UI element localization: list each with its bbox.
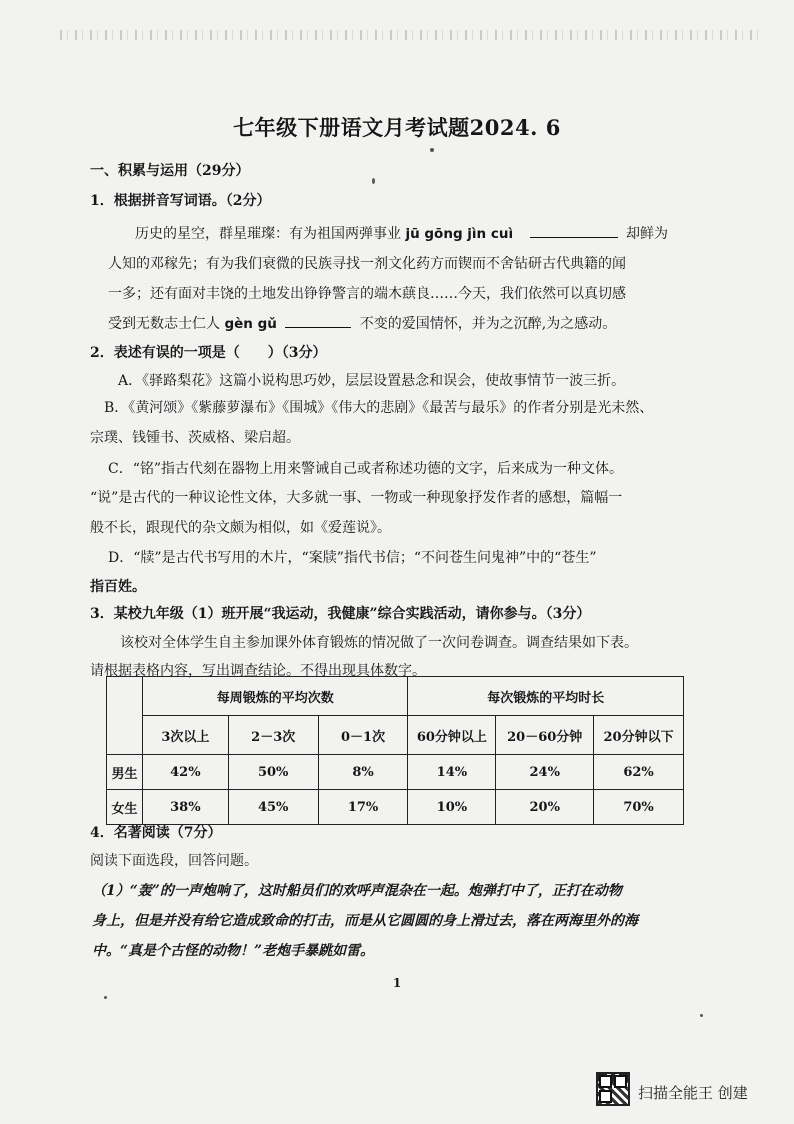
table-corner-cell	[107, 677, 143, 755]
q2-option-c: C．“铭”指古代刻在器物上用来警诫自己或者称述功德的文字，后来成为一种文体。	[108, 461, 624, 477]
q2-option-c-cont1: “说”是古代的一种议论性文体，大多就一事、一物或一种现象抒发作者的感想，篇幅一	[90, 490, 623, 506]
q4-passage-line3: 中。“真是个古怪的动物！”老炮手暴跳如雷。	[92, 943, 375, 959]
q3-paragraph-1: 该校对全体学生自主参加课外体育锻炼的情况做了一次问卷调查。调查结果如下表。	[120, 635, 638, 651]
q1-text: 不变的爱国情怀，并为之沉醉,为之感动。	[359, 316, 617, 332]
table-cell: 45%	[228, 790, 318, 825]
q2-option-d: D．“牍”是古代书写用的木片，“案牍”指代书信；“不问苍生问鬼神”中的“苍生”	[108, 550, 597, 566]
q1-answer-blank-2[interactable]	[285, 325, 351, 328]
q3-heading: 3．某校九年级（1）班开展“我运动，我健康”综合实践活动，请你参与。（3分）	[90, 606, 591, 622]
q2-option-b: B．《黄河颂》《紫藤萝瀑布》《围城》《伟大的悲剧》《最苦与最乐》的作者分别是光未然、	[104, 400, 654, 416]
table-col-header: 0－1次	[318, 716, 408, 755]
q4-passage-line1: （1）“轰”的一声炮响了，这时船员们的欢呼声混杂在一起。炮弹打中了，正打在动物	[92, 883, 622, 899]
q2-option-a: A．《驿路梨花》这篇小说构思巧妙，层层设置悬念和误会，使故事情节一波三折。	[118, 373, 626, 389]
table-cell: 10%	[408, 790, 496, 825]
table-col-header: 60分钟以上	[408, 716, 496, 755]
table-cell: 14%	[408, 755, 496, 790]
q2-option-d-cont: 指百姓。	[90, 579, 146, 595]
q1-answer-blank-1[interactable]	[530, 235, 618, 238]
table-cell: 38%	[142, 790, 228, 825]
q1-line4	[108, 313, 616, 333]
table-col-header: 20－60分钟	[496, 716, 594, 755]
q1-text: 历史的星空，群星璀璨：有为祖国两弹事业	[135, 226, 401, 242]
q4-heading: 4．名著阅读（7分）	[90, 825, 222, 841]
table-col-header: 2－3次	[228, 716, 318, 755]
q2-option-c-cont2: 般不长，跟现代的杂文颇为相似，如《爱莲说》。	[90, 520, 391, 536]
q1-line3: 一多；还有面对丰饶的土地发出铮铮警言的端木蕻良……今天，我们依然可以真切感	[108, 286, 626, 302]
table-col-header: 3次以上	[142, 716, 228, 755]
table-cell: 8%	[318, 755, 408, 790]
table-row	[107, 755, 684, 790]
page-title: 七年级下册语文月考试题2024. 6	[233, 115, 561, 140]
table-cell: 17%	[318, 790, 408, 825]
scan-speck	[700, 1014, 703, 1017]
table-cell: 50%	[228, 755, 318, 790]
q2-heading: 2．表述有误的一项是（ ）（3分）	[90, 345, 327, 361]
table-cell: 24%	[496, 755, 594, 790]
q1-text: 却鲜为	[626, 226, 669, 242]
table-group-header: 每周锻炼的平均次数	[142, 677, 408, 716]
table-cell: 70%	[594, 790, 684, 825]
q2-option-b-cont: 宗璞、钱锺书、茨威格、梁启超。	[90, 430, 300, 446]
table-col-header: 20分钟以下	[594, 716, 684, 755]
table-row-label: 女生	[107, 790, 143, 825]
scanner-watermark: 扫描全能王 创建	[638, 1084, 748, 1102]
q1-text: 受到无数志士仁人	[108, 316, 220, 332]
table-cell: 62%	[594, 755, 684, 790]
page-number: 1	[392, 976, 402, 990]
scan-edge-noise	[60, 30, 760, 40]
scan-speck	[430, 148, 434, 152]
scan-speck	[104, 996, 107, 999]
scan-speck	[372, 178, 375, 184]
q3-paragraph-2: 请根据表格内容，写出调查结论。不得出现具体数字。	[90, 663, 426, 679]
q1-pinyin-1: jū gōng jìn cuì	[405, 226, 514, 242]
table-cell: 42%	[142, 755, 228, 790]
qr-code-icon	[596, 1072, 630, 1106]
q1-line1	[135, 223, 668, 243]
survey-table	[106, 676, 684, 825]
q1-pinyin-2: gèn gǔ	[224, 316, 277, 332]
table-row	[107, 790, 684, 825]
table-row-label: 男生	[107, 755, 143, 790]
table-cell: 20%	[496, 790, 594, 825]
section-heading: 一、积累与运用（29分）	[90, 163, 250, 179]
q1-heading: 1．根据拼音写词语。（2分）	[90, 193, 271, 209]
q4-passage-line2: 身上，但是并没有给它造成致命的打击，而是从它圆圆的身上滑过去，落在两海里外的海	[92, 913, 638, 929]
q4-intro: 阅读下面选段，回答问题。	[90, 853, 258, 869]
table-group-header: 每次锻炼的平均时长	[408, 677, 684, 716]
q1-line2: 人知的邓稼先；有为我们衰微的民族寻找一剂文化药方而锲而不舍钻研古代典籍的闻	[108, 256, 626, 272]
